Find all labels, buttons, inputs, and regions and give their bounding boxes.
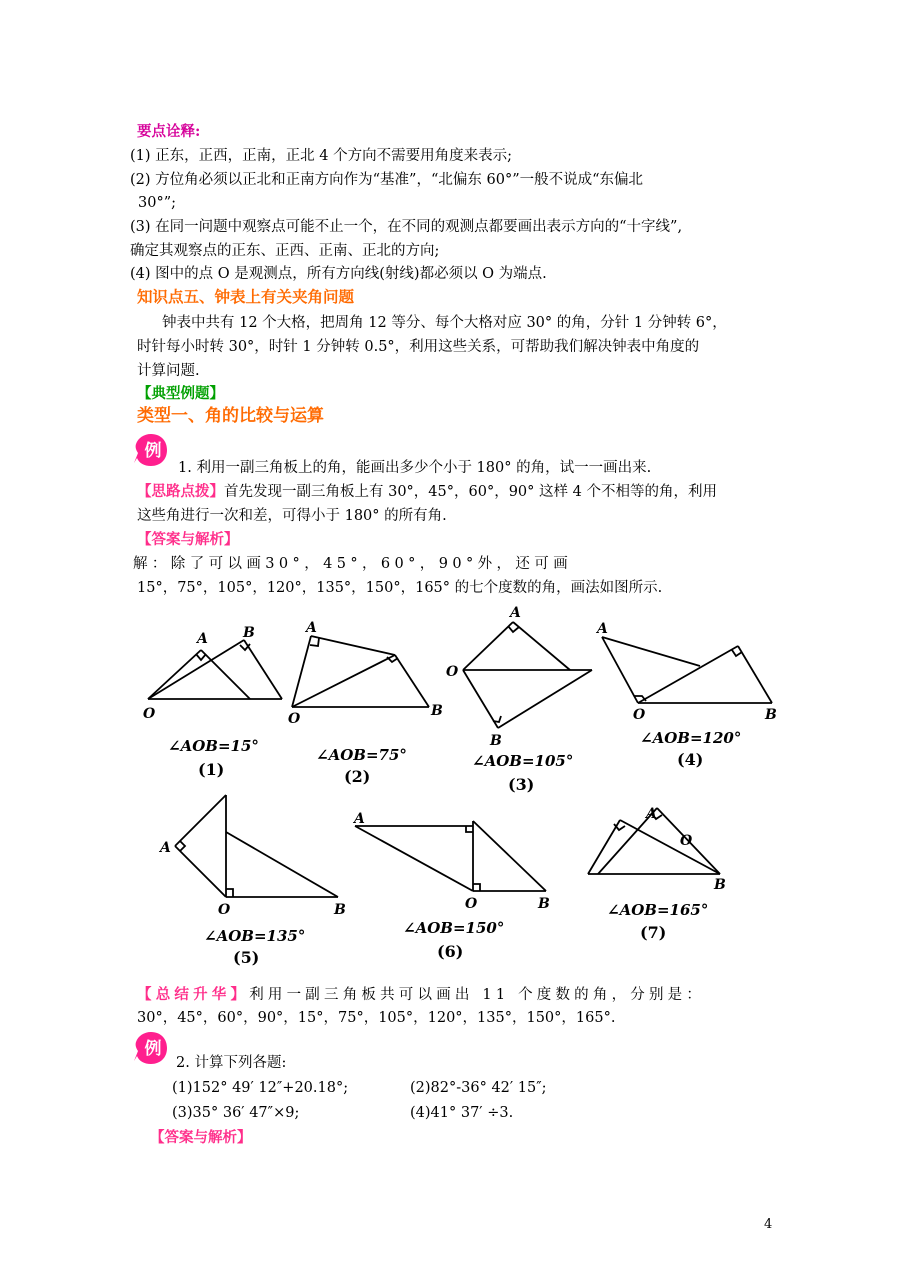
note-line: (4) 图中的点 O 是观测点，所有方向线(射线)都必须以 O 为端点. [130, 266, 547, 282]
svg-text:例: 例 [144, 1039, 162, 1059]
figure-number: (6) [437, 942, 464, 961]
type-heading: 类型一、角的比较与运算 [137, 406, 324, 426]
paragraph-line: 钟表中共有 12 个大格，把周角 12 等分、每个大格对应 30° 的角，分针 1 分钟转 6°， [162, 315, 727, 331]
svg-text:O: O [446, 664, 459, 680]
svg-text:O: O [680, 833, 693, 849]
figure-3 [463, 622, 592, 728]
paragraph-line: 计算问题. [137, 363, 200, 379]
svg-text:A: A [597, 621, 608, 637]
answer-label-2: 【答案与解析】 [150, 1129, 252, 1146]
figure-6 [355, 821, 546, 891]
figure-caption: ∠AOB=75° [316, 746, 407, 764]
problem-1: (1)152° 49′ 12″+20.18°; [172, 1080, 349, 1096]
svg-text:B: B [714, 877, 726, 893]
figure-number: (7) [640, 923, 667, 942]
svg-text:A: A [510, 605, 521, 621]
figure-2 [292, 636, 429, 707]
hint-line [137, 482, 717, 502]
section-heading-point5: 知识点五、钟表上有关夹角问题 [137, 287, 355, 306]
figure-number: (3) [508, 775, 535, 794]
svg-text:B: B [431, 703, 443, 719]
figure-4 [602, 637, 772, 703]
triangle-figures [0, 595, 909, 975]
example2-question: 2. 计算下列各题: [176, 1055, 287, 1071]
paragraph-line: 时针每小时转 30°，时针 1 分钟转 0.5°，利用这些关系，可帮助我们解决钟表中角度的 [137, 339, 700, 355]
example-badge-icon [133, 1030, 169, 1066]
svg-text:A: A [646, 806, 657, 822]
figure-5 [175, 795, 338, 897]
note-line: (1) 正东，正西，正南，正北 4 个方向不需要用角度来表示; [130, 148, 512, 164]
svg-text:例: 例 [144, 441, 162, 461]
figure-caption: ∠AOB=150° [403, 919, 505, 937]
figure-caption: ∠AOB=135° [204, 927, 306, 945]
figure-caption: ∠AOB=105° [472, 752, 574, 770]
note-line: (2) 方位角必须以正北和正南方向作为“基准”，“北偏东 60°”一般不说成“东偏北 [130, 172, 644, 188]
svg-text:B: B [334, 902, 346, 918]
figure-1 [148, 640, 282, 699]
summary-line [137, 985, 705, 1005]
answer-line-2: 15°，75°，105°，120°，135°，150°，165° 的七个度数的角，画法如图所示. [137, 580, 663, 596]
hint-label: 【思路点拨】 [137, 483, 224, 500]
svg-text:A: A [160, 840, 171, 856]
svg-text:A: A [306, 620, 317, 636]
svg-text:O: O [288, 711, 301, 727]
summary-text: 利用一副三角板共可以画出 11 个度数的角，分别是： [249, 987, 706, 1003]
typical-examples-heading: 【典型例题】 [137, 385, 224, 402]
svg-text:B: B [765, 707, 777, 723]
figure-number: (2) [344, 767, 371, 786]
problem-3: (3)35° 36′ 47″×9; [172, 1105, 300, 1121]
note-line: (3) 在同一问题中观察点可能不止一个，在不同的观测点都要画出表示方向的“十字线”, [130, 219, 683, 235]
svg-text:B: B [538, 896, 550, 912]
svg-text:B: B [243, 625, 255, 641]
figure-number: (5) [233, 948, 260, 967]
answer-line-1: 解：除了可以画30°，45°，60°，90°外，还可画 [133, 556, 573, 572]
svg-text:A: A [354, 811, 365, 827]
figure-caption: ∠AOB=120° [640, 729, 742, 747]
figure-caption: ∠AOB=165° [607, 901, 709, 919]
figure-number: (1) [198, 760, 225, 779]
example1-question: 1. 利用一副三角板上的角，能画出多少个小于 180° 的角，试一一画出来. [178, 460, 652, 476]
page-number: 4 [764, 1217, 773, 1232]
svg-text:O: O [218, 902, 231, 918]
figure-number: (4) [677, 750, 704, 769]
note-line: 30°”; [138, 195, 176, 211]
svg-text:A: A [197, 631, 208, 647]
problem-4: (4)41° 37′ ÷3. [410, 1105, 514, 1121]
svg-text:O: O [465, 896, 478, 912]
problem-2: (2)82°-36° 42′ 15″; [410, 1080, 547, 1096]
figure-caption: ∠AOB=15° [168, 737, 259, 755]
svg-text:B: B [490, 733, 502, 749]
summary-line-2: 30°，45°，60°，90°，15°，75°，105°，120°，135°，150°，165°. [137, 1010, 616, 1026]
hint-text: 首先发现一副三角板上有 30°，45°，60°，90° 这样 4 个不相等的角，利用 [224, 484, 717, 500]
summary-label: 【总结升华】 [137, 986, 250, 1003]
svg-text:O: O [633, 707, 646, 723]
notes-heading: 要点诠释: [137, 123, 201, 140]
hint-line-2: 这些角进行一次和差，可得小于 180° 的所有角. [137, 508, 447, 524]
svg-text:O: O [143, 706, 156, 722]
example-badge-icon [133, 432, 169, 468]
answer-label: 【答案与解析】 [137, 531, 239, 548]
note-line: 确定其观察点的正东、正西、正南、正北的方向; [130, 243, 440, 259]
